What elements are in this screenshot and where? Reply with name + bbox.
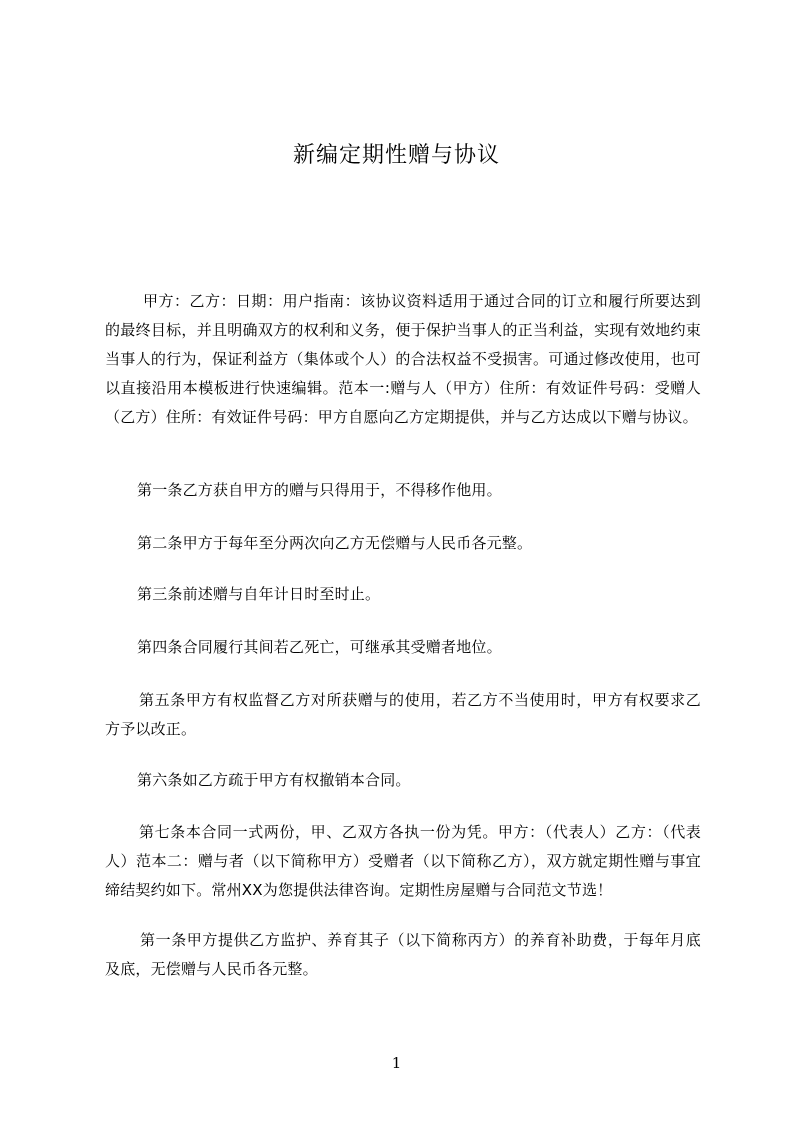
article-6-paragraph: 第六条如乙方疏于甲方有权撤销本合同。 [137, 771, 411, 789]
article-4-paragraph: 第四条合同履行其间若乙死亡，可继承其受赠者地位。 [137, 638, 502, 656]
document-title: 新编定期性赠与协议 [292, 143, 500, 168]
article-2-paragraph: 第二条甲方于每年至分两次向乙方无偿赠与人民币各元整。 [137, 534, 533, 552]
article-5-paragraph: 第五条甲方有权监督乙方对所获赠与的使用，若乙方不当使用时，甲方有权要求乙方予以改正。 [105, 691, 701, 738]
intro-paragraph: 甲方：乙方：日期：用户指南：该协议资料适用于通过合同的订立和履行所要达到的最终目标，并且明确双方的权利和义务，便于保护当事人的正当利益，实现有效地约束当事人的行为，保证利益方（集体或个人）的合法权益不受损害。可通过修改使用，也可以直接沿用本模板进行快速编辑。范本一:赠与人（甲方）住所：有效证件号码：受赠人（乙方）住所：有效证件号码：甲方自愿向乙方定期提供，并与乙方达成以下赠与协议。 [105, 292, 701, 426]
page-number: 1 [391, 1054, 402, 1072]
article-3-paragraph: 第三条前述赠与自年计日时至时止。 [137, 585, 381, 603]
article-1-paragraph: 第一条乙方获自甲方的赠与只得用于，不得移作他用。 [137, 481, 502, 499]
article-7-paragraph: 第七条本合同一式两份，甲、乙双方各执一份为凭。甲方：（代表人）乙方：（代表人）范本二：赠与者（以下简称甲方）受赠者（以下简称乙方），双方就定期性赠与事宜缔结契约如下。常州XX为您提供法律咨询。定期性房屋赠与合同范文节选！ [105, 823, 701, 899]
template-2-article-1-paragraph: 第一条甲方提供乙方监护、养育其子（以下简称丙方）的养育补助费，于每年月底及底，无偿赠与人民币各元整。 [105, 931, 701, 978]
